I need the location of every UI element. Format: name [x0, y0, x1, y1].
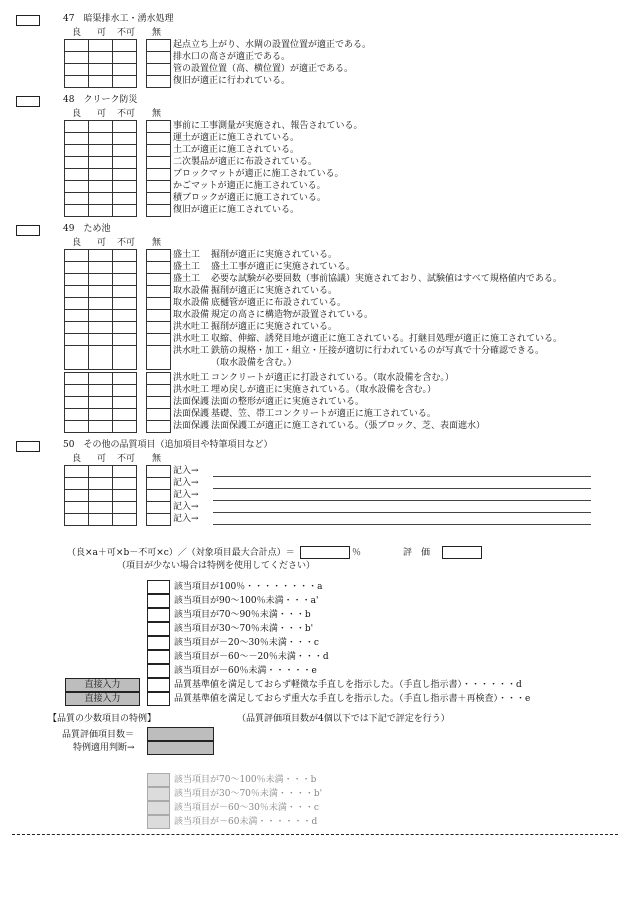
sec49a-cell-none[interactable]	[147, 346, 171, 370]
sec49a-cell-poor[interactable]	[113, 310, 137, 322]
sec47-col-header: 可	[97, 28, 107, 38]
sec49b-cell-good[interactable]	[65, 397, 89, 409]
sec50-cell-none[interactable]	[147, 478, 171, 490]
sec49-item-text: 掘削が適正に実施されている。	[211, 250, 338, 260]
sec47-cell-good[interactable]	[65, 52, 89, 64]
sec49-title: 49 ため池	[63, 224, 111, 234]
sec47-title: 47 暗渠排水工・湧水処理	[63, 14, 174, 24]
sec47-cell-fair[interactable]	[89, 76, 113, 88]
special-count-label: 品質評価項目数＝	[62, 730, 135, 740]
grade-text: 該当項目が90～100％未満・・・a'	[174, 596, 319, 606]
sec48-cell-none[interactable]	[147, 133, 171, 145]
sec49a-cell-good[interactable]	[65, 334, 89, 346]
grade-text: 該当項目が70～90％未満・・・b	[174, 610, 311, 620]
sec48-cell-fair[interactable]	[89, 121, 113, 133]
sec49b-cell-none[interactable]	[147, 409, 171, 421]
sec50-entry-label: 記入→	[173, 478, 199, 488]
sec48-cell-fair[interactable]	[89, 157, 113, 169]
sec49-item-text: 法面保護工が適正に施工されている。（張ブロック、芝、表面遮水）	[211, 421, 485, 431]
sec49-col-header: 良	[72, 238, 82, 248]
sec48-item-text: 運土が適正に施工されている。	[173, 133, 300, 143]
sec50-cell-fair[interactable]	[89, 502, 113, 514]
grade-checkbox[interactable]	[147, 594, 170, 608]
special-title: 【品質の少数項目の特例】	[48, 714, 157, 724]
sec49-score-box[interactable]	[16, 225, 40, 236]
evaluation-label: 評 価	[403, 548, 431, 558]
sec49-item-text: 法面の整形が適正に実施されている。	[211, 397, 365, 407]
sec48-cell-poor[interactable]	[113, 121, 137, 133]
sec49a-cell-good[interactable]	[65, 286, 89, 298]
score-formula: （良×a＋可×b－不可×c）／（対象項目最大合計点）＝	[67, 548, 295, 558]
sec49a-cell-poor[interactable]	[113, 298, 137, 310]
sec49a-cell-good[interactable]	[65, 322, 89, 334]
sec49b-cell-poor[interactable]	[113, 421, 137, 433]
sec50-entry-line[interactable]	[213, 488, 591, 489]
sec49a-cell-none[interactable]	[147, 250, 171, 262]
sec49a-cell-none[interactable]	[147, 322, 171, 334]
sec49-col-header: 不可	[117, 238, 136, 248]
sec48-cell-none[interactable]	[147, 169, 171, 181]
special-count-field[interactable]	[147, 727, 214, 741]
sec49-item-text: コンクリートが適正に打設されている。（取水設備を含む。）	[211, 373, 454, 383]
sec50-col-header: 良	[72, 454, 82, 464]
sec47-item-text: 起点立ち上がり、水閘の設置位置が適正である。	[173, 40, 372, 50]
sec48-cell-good[interactable]	[65, 145, 89, 157]
sec49a-cell-good[interactable]	[65, 346, 89, 370]
sec50-entry-line[interactable]	[213, 512, 591, 513]
sec49b-cell-none[interactable]	[147, 421, 171, 433]
sec49a-none-grid	[146, 249, 171, 370]
sec47-cell-none[interactable]	[147, 40, 171, 52]
grade-text: 該当項目が30～70％未満・・・b'	[174, 624, 314, 634]
sec48-cell-good[interactable]	[65, 205, 89, 217]
sec48-cell-fair[interactable]	[89, 205, 113, 217]
sec49a-cell-good[interactable]	[65, 262, 89, 274]
sec47-grid	[64, 39, 137, 88]
sec49b-cell-poor[interactable]	[113, 397, 137, 409]
sec50-score-box[interactable]	[16, 441, 40, 452]
sec48-cell-good[interactable]	[65, 169, 89, 181]
sec50-cell-good[interactable]	[65, 478, 89, 490]
sec48-cell-fair[interactable]	[89, 181, 113, 193]
sec49b-cell-none[interactable]	[147, 385, 171, 397]
sec47-none-grid	[146, 39, 171, 88]
sec50-cell-none[interactable]	[147, 502, 171, 514]
grade-checkbox[interactable]	[147, 608, 170, 622]
special-grade-checkbox[interactable]	[147, 815, 170, 829]
sec47-cell-poor[interactable]	[113, 52, 137, 64]
sec48-item-text: 積ブロックが適正に施工されている。	[173, 193, 326, 203]
sec49-item-category: 洪水吐工	[173, 373, 210, 383]
grade-checkbox[interactable]	[147, 664, 170, 678]
sec50-col-header: 不可	[117, 454, 136, 464]
sec48-col-header: 良	[72, 109, 82, 119]
sec49a-cell-poor[interactable]	[113, 250, 137, 262]
sec47-item-text: 管の設置位置（高、横位置）が適正である。	[173, 64, 354, 74]
sec49-item-text: 盛土工事が適正に実施されている。	[211, 262, 356, 272]
sec49b-cell-good[interactable]	[65, 409, 89, 421]
sec48-cell-poor[interactable]	[113, 157, 137, 169]
sec49-item-category: 洪水吐工	[173, 334, 210, 344]
grade-text: 該当項目が－60％未満・・・・・e	[174, 666, 317, 676]
sec49b-none-grid	[146, 372, 171, 433]
sec49a-cell-poor[interactable]	[113, 286, 137, 298]
sec49a-cell-none[interactable]	[147, 286, 171, 298]
sec50-cell-none[interactable]	[147, 514, 171, 526]
sec47-item-text: 排水口の高さが適正である。	[173, 52, 291, 62]
sec50-entry-line[interactable]	[213, 476, 591, 477]
sec47-col-header: 良	[72, 28, 82, 38]
sec49b-cell-fair[interactable]	[89, 409, 113, 421]
sec47-cell-good[interactable]	[65, 64, 89, 76]
sec49-item-text: 収縮、伸縮、誘発目地が適正に施工されている。打継目処理が適正に施工されている。	[211, 334, 563, 344]
sec50-entry-line[interactable]	[213, 524, 591, 525]
sec49-item-category: 盛土工	[173, 250, 201, 260]
sec48-item-text: 事前に工事測量が実施され、報告されている。	[173, 121, 363, 131]
sec47-item-text: 復旧が適正に行われている。	[173, 76, 291, 86]
grade-text: 該当項目が－60～－20％未満・・・d	[174, 652, 329, 662]
evaluation-field[interactable]	[442, 546, 482, 559]
sec48-item-text: 復旧が適正に施工されている。	[173, 205, 300, 215]
sec50-cell-good[interactable]	[65, 502, 89, 514]
sec48-cell-fair[interactable]	[89, 169, 113, 181]
sec47-cell-poor[interactable]	[113, 64, 137, 76]
sec48-cell-good[interactable]	[65, 181, 89, 193]
sec49a-cell-good[interactable]	[65, 298, 89, 310]
sec48-cell-fair[interactable]	[89, 193, 113, 205]
sec49-item-category: 法面保護	[173, 421, 210, 431]
special-grade-text: 該当項目が70～100％未満・・・b	[174, 775, 317, 785]
special-grade-text: 該当項目が－60未満・・・・・・d	[174, 817, 318, 827]
sec49b-cell-poor[interactable]	[113, 385, 137, 397]
sec50-cell-good[interactable]	[65, 490, 89, 502]
sec50-entry-label: 記入→	[173, 502, 199, 512]
sec49-item-text: 鉄筋の規格・加工・組立・圧接が適切に行われているのが写真で十分確認できる。	[211, 346, 545, 356]
sec49b-cell-good[interactable]	[65, 385, 89, 397]
sec48-grid	[64, 120, 137, 217]
sec49-item-category: 洪水吐工	[173, 322, 210, 332]
sec48-cell-none[interactable]	[147, 181, 171, 193]
sec49-item-text: 必要な試験が必要回数（事前協議）実施されており、試験値はすべて規格値内である。	[211, 274, 562, 284]
sec49-item-category: 法面保護	[173, 397, 210, 407]
sec49a-cell-none[interactable]	[147, 274, 171, 286]
sec49-item-category: 取水設備	[173, 286, 210, 296]
sec49a-cell-poor[interactable]	[113, 322, 137, 334]
direct-input-text: 品質基準値を満足しておらず軽微な手直しを指示した。（手直し指示書）・・・・・・d	[174, 680, 522, 690]
sec50-cell-poor[interactable]	[113, 490, 137, 502]
sec48-item-text: かごマットが適正に施工されている。	[173, 181, 326, 191]
sec48-cell-none[interactable]	[147, 157, 171, 169]
sec49a-cell-fair[interactable]	[89, 262, 113, 274]
sec50-cell-poor[interactable]	[113, 502, 137, 514]
sec50-cell-none[interactable]	[147, 466, 171, 478]
sec49-item-category: 取水設備	[173, 310, 210, 320]
sec50-cell-good[interactable]	[65, 466, 89, 478]
sec48-item-text: ブロックマットが適正に施工されている。	[173, 169, 344, 179]
sec48-score-box[interactable]	[16, 96, 40, 107]
sec49a-cell-poor[interactable]	[113, 274, 137, 286]
sec47-cell-fair[interactable]	[89, 52, 113, 64]
sec49b-cell-fair[interactable]	[89, 385, 113, 397]
sec49b-cell-poor[interactable]	[113, 373, 137, 385]
sec50-none-grid	[146, 465, 171, 526]
sec50-cell-poor[interactable]	[113, 478, 137, 490]
sec49b-cell-fair[interactable]	[89, 421, 113, 433]
sec49a-cell-poor[interactable]	[113, 346, 137, 370]
grade-checkbox[interactable]	[147, 650, 170, 664]
special-grade-checkbox[interactable]	[147, 773, 170, 787]
sec48-cell-none[interactable]	[147, 121, 171, 133]
sec49a-cell-poor[interactable]	[113, 334, 137, 346]
sec47-cell-poor[interactable]	[113, 40, 137, 52]
sec50-entry-label: 記入→	[173, 490, 199, 500]
sec49-item-text: 基礎、笠、帯工コンクリートが適正に施工されている。	[211, 409, 436, 419]
sec48-col-header: 不可	[117, 109, 136, 119]
sec49a-grid	[64, 249, 137, 370]
sec50-col-header: 無	[152, 454, 162, 464]
sec48-cell-fair[interactable]	[89, 145, 113, 157]
sec49-item-text: 底樋管が適正に布設されている。	[211, 298, 347, 308]
sec49a-cell-fair[interactable]	[89, 346, 113, 370]
sec48-cell-good[interactable]	[65, 133, 89, 145]
sec48-cell-good[interactable]	[65, 121, 89, 133]
sec49b-cell-fair[interactable]	[89, 373, 113, 385]
grade-checkbox[interactable]	[147, 622, 170, 636]
sec48-cell-poor[interactable]	[113, 205, 137, 217]
sec48-cell-good[interactable]	[65, 157, 89, 169]
sec49a-cell-fair[interactable]	[89, 334, 113, 346]
sec48-item-text: 二次製品が適正に布設されている。	[173, 157, 318, 167]
sec49a-cell-good[interactable]	[65, 250, 89, 262]
sec47-col-header: 不可	[117, 28, 136, 38]
sec49b-cell-good[interactable]	[65, 373, 89, 385]
sec49b-cell-poor[interactable]	[113, 409, 137, 421]
cut-line	[12, 834, 618, 835]
sec49b-cell-none[interactable]	[147, 373, 171, 385]
sec50-cell-fair[interactable]	[89, 466, 113, 478]
sec49-item-text: 掘削が適正に実施されている。	[211, 322, 338, 332]
sec48-cell-poor[interactable]	[113, 169, 137, 181]
sec49-item-category: 洪水吐工	[173, 346, 210, 356]
sec48-title: 48 クリーク防災	[63, 95, 138, 105]
sec47-cell-poor[interactable]	[113, 76, 137, 88]
sec49a-cell-fair[interactable]	[89, 310, 113, 322]
sec48-none-grid	[146, 120, 171, 217]
sec48-cell-good[interactable]	[65, 193, 89, 205]
special-note: （品質評価項目数が4個以下では下記で評定を行う）	[237, 714, 450, 724]
direct-input-text: 品質基準値を満足しておらず重大な手直しを指示した。（手直し指示書＋再検査）・・・e	[174, 694, 531, 704]
sec47-score-box[interactable]	[16, 15, 40, 26]
sec50-cell-poor[interactable]	[113, 466, 137, 478]
sec49-item-category: 盛土工	[173, 274, 201, 284]
grade-text: 該当項目が－20～30％未満・・・c	[174, 638, 319, 648]
sec47-cell-good[interactable]	[65, 40, 89, 52]
sec49-item-category: 洪水吐工	[173, 385, 210, 395]
sec48-cell-poor[interactable]	[113, 145, 137, 157]
sec49a-cell-none[interactable]	[147, 310, 171, 322]
sec48-cell-fair[interactable]	[89, 133, 113, 145]
sec49b-cell-good[interactable]	[65, 421, 89, 433]
formula-note: （項目が少ない場合は特例を使用してください）	[117, 561, 316, 571]
sec50-entry-line[interactable]	[213, 500, 591, 501]
sec47-cell-none[interactable]	[147, 76, 171, 88]
special-grade-checkbox[interactable]	[147, 787, 170, 801]
sec50-entry-label: 記入→	[173, 466, 199, 476]
special-grade-text: 該当項目が－60～30％未満・・・c	[174, 803, 319, 813]
sec49-item-text: 埋め戻しが適正に実施されている。（取水設備を含む。）	[211, 385, 437, 395]
sec50-cell-none[interactable]	[147, 490, 171, 502]
sec50-cell-fair[interactable]	[89, 478, 113, 490]
sec49b-cell-none[interactable]	[147, 397, 171, 409]
sec47-cell-fair[interactable]	[89, 40, 113, 52]
special-grade-text: 該当項目が30～70％未満・・・・b'	[174, 789, 323, 799]
sec49-item-text-cont: （取水設備を含む。）	[211, 358, 297, 368]
sec50-cell-poor[interactable]	[113, 514, 137, 526]
sec49a-cell-good[interactable]	[65, 310, 89, 322]
sec47-cell-none[interactable]	[147, 64, 171, 76]
sec48-cell-none[interactable]	[147, 145, 171, 157]
special-grade-checkbox[interactable]	[147, 801, 170, 815]
direct-input-label: 直接入力	[65, 692, 140, 706]
percent-unit: ％	[352, 548, 362, 558]
sec49a-cell-poor[interactable]	[113, 262, 137, 274]
sec47-cell-good[interactable]	[65, 76, 89, 88]
sec49a-cell-none[interactable]	[147, 298, 171, 310]
grade-text: 該当項目が100％・・・・・・・・a	[174, 582, 323, 592]
sec49a-cell-none[interactable]	[147, 262, 171, 274]
sec49b-cell-fair[interactable]	[89, 397, 113, 409]
sec49-item-category: 盛土工	[173, 262, 201, 272]
sec48-cell-none[interactable]	[147, 193, 171, 205]
sec49a-cell-fair[interactable]	[89, 286, 113, 298]
sec50-cell-fair[interactable]	[89, 514, 113, 526]
sec48-cell-none[interactable]	[147, 205, 171, 217]
sec48-cell-poor[interactable]	[113, 133, 137, 145]
sec49-item-text: 掘削が適正に実施されている。	[211, 286, 338, 296]
sec49-col-header: 可	[97, 238, 107, 248]
sec49a-cell-none[interactable]	[147, 334, 171, 346]
sec48-item-text: 土工が適正に施工されている。	[173, 145, 300, 155]
sec49a-cell-good[interactable]	[65, 274, 89, 286]
sec49b-grid	[64, 372, 137, 433]
grade-checkbox[interactable]	[147, 580, 170, 594]
sec50-entry-label: 記入→	[173, 514, 199, 524]
sec50-title: 50 その他の品質項目（追加項目や特筆項目など）	[63, 440, 273, 450]
sec50-grid	[64, 465, 137, 526]
sec50-cell-fair[interactable]	[89, 490, 113, 502]
special-judge-label: 特例適用判断→	[73, 743, 135, 753]
sec47-col-header: 無	[152, 28, 162, 38]
sec49a-cell-fair[interactable]	[89, 298, 113, 310]
sec49-item-text: 規定の高さに構造物が設置されている。	[211, 310, 374, 320]
sec49-item-category: 法面保護	[173, 409, 210, 419]
sec49a-cell-fair[interactable]	[89, 322, 113, 334]
sec50-cell-good[interactable]	[65, 514, 89, 526]
grade-checkbox[interactable]	[147, 636, 170, 650]
direct-input-checkbox[interactable]	[147, 678, 170, 692]
sec50-col-header: 可	[97, 454, 107, 464]
direct-input-checkbox[interactable]	[147, 692, 170, 706]
sec47-cell-fair[interactable]	[89, 64, 113, 76]
score-percent-field[interactable]	[300, 546, 350, 559]
direct-input-label: 直接入力	[65, 678, 140, 692]
sec48-cell-poor[interactable]	[113, 193, 137, 205]
special-judge-field[interactable]	[147, 741, 214, 755]
sec49-item-category: 取水設備	[173, 298, 210, 308]
sec48-col-header: 無	[152, 109, 162, 119]
sec49-col-header: 無	[152, 238, 162, 248]
sec48-col-header: 可	[97, 109, 107, 119]
sec49a-cell-fair[interactable]	[89, 250, 113, 262]
sec47-cell-none[interactable]	[147, 52, 171, 64]
sec49a-cell-fair[interactable]	[89, 274, 113, 286]
sec48-cell-poor[interactable]	[113, 181, 137, 193]
